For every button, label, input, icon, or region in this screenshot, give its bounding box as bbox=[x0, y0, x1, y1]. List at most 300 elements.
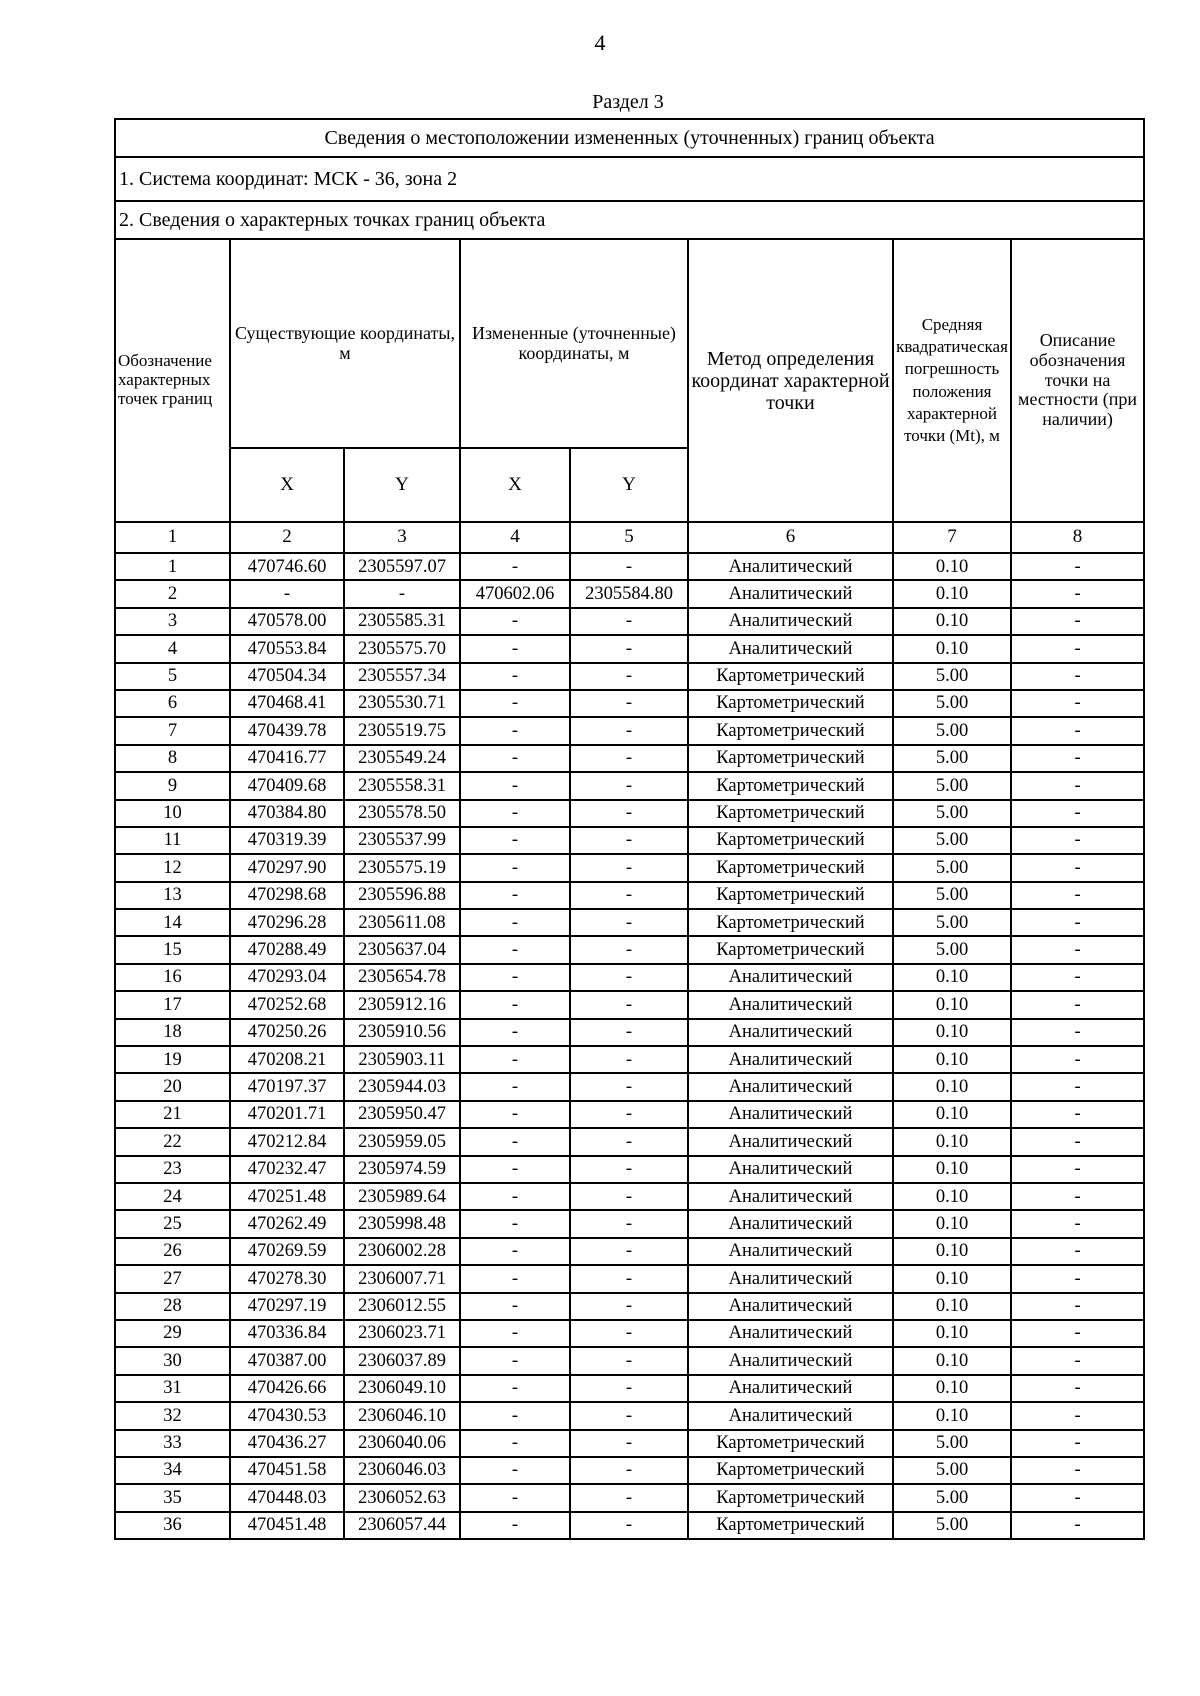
changed-x-cell: - bbox=[460, 1046, 570, 1073]
method-cell: Картометрический bbox=[688, 882, 893, 909]
header-changed-y: Y bbox=[570, 448, 688, 522]
changed-y-cell: - bbox=[570, 717, 688, 744]
changed-x-cell: - bbox=[460, 1019, 570, 1046]
method-cell: Аналитический bbox=[688, 1347, 893, 1374]
rmse-cell: 5.00 bbox=[893, 717, 1011, 744]
table-row bbox=[115, 663, 1144, 690]
changed-y-cell: - bbox=[570, 1457, 688, 1484]
existing-x-cell: 470252.68 bbox=[230, 991, 344, 1018]
rmse-cell: 0.10 bbox=[893, 1183, 1011, 1210]
table-row bbox=[115, 882, 1144, 909]
description-cell: - bbox=[1011, 827, 1144, 854]
existing-y-cell: 2305558.31 bbox=[344, 772, 460, 799]
existing-y-cell: - bbox=[344, 580, 460, 607]
changed-y-cell: - bbox=[570, 1375, 688, 1402]
changed-x-cell: - bbox=[460, 1101, 570, 1128]
table-row bbox=[115, 1210, 1144, 1237]
description-cell: - bbox=[1011, 1430, 1144, 1457]
point-number-cell: 23 bbox=[115, 1156, 230, 1183]
header-method: Метод определения координат характерной точки bbox=[688, 239, 893, 522]
existing-y-cell: 2305519.75 bbox=[344, 717, 460, 744]
existing-y-cell: 2305611.08 bbox=[344, 909, 460, 936]
changed-y-cell: - bbox=[570, 1210, 688, 1237]
changed-y-cell: - bbox=[570, 1019, 688, 1046]
table-row bbox=[115, 1457, 1144, 1484]
table-row bbox=[115, 800, 1144, 827]
existing-y-cell: 2306002.28 bbox=[344, 1238, 460, 1265]
point-number-cell: 16 bbox=[115, 964, 230, 991]
existing-x-cell: 470409.68 bbox=[230, 772, 344, 799]
existing-x-cell: 470296.28 bbox=[230, 909, 344, 936]
method-cell: Картометрический bbox=[688, 1512, 893, 1539]
table-row bbox=[115, 909, 1144, 936]
point-number-cell: 4 bbox=[115, 635, 230, 662]
description-cell: - bbox=[1011, 882, 1144, 909]
coordinates-table bbox=[114, 118, 1145, 1540]
method-cell: Аналитический bbox=[688, 1183, 893, 1210]
table-row bbox=[115, 854, 1144, 881]
table-row bbox=[115, 1128, 1144, 1155]
point-number-cell: 27 bbox=[115, 1265, 230, 1292]
method-cell: Аналитический bbox=[688, 1210, 893, 1237]
point-number-cell: 21 bbox=[115, 1101, 230, 1128]
rmse-cell: 5.00 bbox=[893, 1512, 1011, 1539]
existing-y-cell: 2305959.05 bbox=[344, 1128, 460, 1155]
points-info: 2. Сведения о характерных точках границ объекта bbox=[115, 201, 1144, 239]
description-cell: - bbox=[1011, 991, 1144, 1018]
changed-x-cell: - bbox=[460, 909, 570, 936]
section-title: Раздел 3 bbox=[592, 91, 664, 113]
point-number-cell: 18 bbox=[115, 1019, 230, 1046]
method-cell: Картометрический bbox=[688, 745, 893, 772]
existing-x-cell: 470197.37 bbox=[230, 1073, 344, 1100]
table-row bbox=[115, 608, 1144, 635]
changed-y-cell: - bbox=[570, 1046, 688, 1073]
changed-y-cell: - bbox=[570, 1265, 688, 1292]
changed-y-cell: - bbox=[570, 1128, 688, 1155]
method-cell: Аналитический bbox=[688, 1402, 893, 1429]
existing-y-cell: 2305974.59 bbox=[344, 1156, 460, 1183]
point-number-cell: 19 bbox=[115, 1046, 230, 1073]
existing-x-cell: 470293.04 bbox=[230, 964, 344, 991]
table-row bbox=[115, 1484, 1144, 1511]
table-row bbox=[115, 690, 1144, 717]
changed-y-cell: - bbox=[570, 1183, 688, 1210]
method-cell: Аналитический bbox=[688, 1073, 893, 1100]
existing-y-cell: 2306040.06 bbox=[344, 1430, 460, 1457]
changed-x-cell: - bbox=[460, 1210, 570, 1237]
rmse-cell: 0.10 bbox=[893, 1019, 1011, 1046]
rmse-cell: 0.10 bbox=[893, 1375, 1011, 1402]
existing-y-cell: 2306052.63 bbox=[344, 1484, 460, 1511]
point-number-cell: 17 bbox=[115, 991, 230, 1018]
table-row bbox=[115, 635, 1144, 662]
existing-y-cell: 2305597.07 bbox=[344, 553, 460, 580]
method-cell: Картометрический bbox=[688, 1457, 893, 1484]
method-cell: Картометрический bbox=[688, 800, 893, 827]
description-cell: - bbox=[1011, 1156, 1144, 1183]
header-existing-coords: Существующие координаты, м bbox=[230, 239, 460, 448]
table-row bbox=[115, 964, 1144, 991]
description-cell: - bbox=[1011, 717, 1144, 744]
description-cell: - bbox=[1011, 1320, 1144, 1347]
table-row bbox=[115, 1183, 1144, 1210]
changed-y-cell: - bbox=[570, 882, 688, 909]
rmse-cell: 0.10 bbox=[893, 1265, 1011, 1292]
description-cell: - bbox=[1011, 635, 1144, 662]
description-cell: - bbox=[1011, 1210, 1144, 1237]
changed-x-cell: - bbox=[460, 1265, 570, 1292]
point-number-cell: 36 bbox=[115, 1512, 230, 1539]
table-row bbox=[115, 1293, 1144, 1320]
existing-x-cell: 470201.71 bbox=[230, 1101, 344, 1128]
description-cell: - bbox=[1011, 1101, 1144, 1128]
changed-x-cell: - bbox=[460, 772, 570, 799]
column-number: 8 bbox=[1011, 522, 1144, 553]
method-cell: Аналитический bbox=[688, 1293, 893, 1320]
changed-y-cell: - bbox=[570, 1101, 688, 1128]
changed-x-cell: - bbox=[460, 1457, 570, 1484]
header-changed-coords: Измененные (уточненные) координаты, м bbox=[460, 239, 688, 448]
existing-x-cell: 470297.90 bbox=[230, 854, 344, 881]
point-number-cell: 14 bbox=[115, 909, 230, 936]
changed-x-cell: - bbox=[460, 936, 570, 963]
changed-x-cell: - bbox=[460, 745, 570, 772]
point-number-cell: 35 bbox=[115, 1484, 230, 1511]
point-number-cell: 33 bbox=[115, 1430, 230, 1457]
method-cell: Аналитический bbox=[688, 580, 893, 607]
changed-y-cell: - bbox=[570, 745, 688, 772]
table-row bbox=[115, 1156, 1144, 1183]
rmse-cell: 0.10 bbox=[893, 964, 1011, 991]
description-cell: - bbox=[1011, 1457, 1144, 1484]
rmse-cell: 0.10 bbox=[893, 1320, 1011, 1347]
method-cell: Аналитический bbox=[688, 991, 893, 1018]
description-cell: - bbox=[1011, 1402, 1144, 1429]
existing-x-cell: 470336.84 bbox=[230, 1320, 344, 1347]
table-row bbox=[115, 1430, 1144, 1457]
method-cell: Аналитический bbox=[688, 1375, 893, 1402]
changed-y-cell: - bbox=[570, 1347, 688, 1374]
point-number-cell: 24 bbox=[115, 1183, 230, 1210]
point-number-cell: 20 bbox=[115, 1073, 230, 1100]
existing-x-cell: 470746.60 bbox=[230, 553, 344, 580]
header-existing-y: Y bbox=[344, 448, 460, 522]
existing-x-cell: 470384.80 bbox=[230, 800, 344, 827]
changed-x-cell: - bbox=[460, 635, 570, 662]
existing-y-cell: 2305654.78 bbox=[344, 964, 460, 991]
existing-x-cell: 470319.39 bbox=[230, 827, 344, 854]
table-row bbox=[115, 1265, 1144, 1292]
existing-y-cell: 2305950.47 bbox=[344, 1101, 460, 1128]
rmse-cell: 0.10 bbox=[893, 1210, 1011, 1237]
method-cell: Аналитический bbox=[688, 635, 893, 662]
changed-y-cell: 2305584.80 bbox=[570, 580, 688, 607]
table-row bbox=[115, 1375, 1144, 1402]
description-cell: - bbox=[1011, 663, 1144, 690]
method-cell: Картометрический bbox=[688, 690, 893, 717]
method-cell: Картометрический bbox=[688, 909, 893, 936]
changed-x-cell: - bbox=[460, 1347, 570, 1374]
changed-y-cell: - bbox=[570, 909, 688, 936]
existing-x-cell: 470212.84 bbox=[230, 1128, 344, 1155]
table-row bbox=[115, 580, 1144, 607]
existing-y-cell: 2306023.71 bbox=[344, 1320, 460, 1347]
existing-x-cell: 470430.53 bbox=[230, 1402, 344, 1429]
existing-x-cell: 470262.49 bbox=[230, 1210, 344, 1237]
table-row bbox=[115, 1046, 1144, 1073]
changed-x-cell: - bbox=[460, 854, 570, 881]
rmse-cell: 5.00 bbox=[893, 663, 1011, 690]
existing-x-cell: 470416.77 bbox=[230, 745, 344, 772]
point-number-cell: 3 bbox=[115, 608, 230, 635]
method-cell: Аналитический bbox=[688, 553, 893, 580]
changed-y-cell: - bbox=[570, 1430, 688, 1457]
changed-y-cell: - bbox=[570, 827, 688, 854]
rmse-cell: 5.00 bbox=[893, 827, 1011, 854]
existing-y-cell: 2305989.64 bbox=[344, 1183, 460, 1210]
changed-x-cell: - bbox=[460, 663, 570, 690]
point-number-cell: 5 bbox=[115, 663, 230, 690]
description-cell: - bbox=[1011, 553, 1144, 580]
existing-y-cell: 2306049.10 bbox=[344, 1375, 460, 1402]
method-cell: Картометрический bbox=[688, 1484, 893, 1511]
description-cell: - bbox=[1011, 772, 1144, 799]
point-number-cell: 9 bbox=[115, 772, 230, 799]
description-cell: - bbox=[1011, 690, 1144, 717]
existing-y-cell: 2305910.56 bbox=[344, 1019, 460, 1046]
description-cell: - bbox=[1011, 608, 1144, 635]
changed-y-cell: - bbox=[570, 991, 688, 1018]
method-cell: Картометрический bbox=[688, 1430, 893, 1457]
changed-x-cell: - bbox=[460, 1402, 570, 1429]
method-cell: Аналитический bbox=[688, 964, 893, 991]
description-cell: - bbox=[1011, 936, 1144, 963]
changed-y-cell: - bbox=[570, 553, 688, 580]
header-changed-x: X bbox=[460, 448, 570, 522]
rmse-cell: 0.10 bbox=[893, 1073, 1011, 1100]
existing-y-cell: 2305530.71 bbox=[344, 690, 460, 717]
changed-y-cell: - bbox=[570, 936, 688, 963]
rmse-cell: 5.00 bbox=[893, 1457, 1011, 1484]
column-number: 1 bbox=[115, 522, 230, 553]
existing-x-cell: 470298.68 bbox=[230, 882, 344, 909]
point-number-cell: 28 bbox=[115, 1293, 230, 1320]
point-number-cell: 29 bbox=[115, 1320, 230, 1347]
point-number-cell: 30 bbox=[115, 1347, 230, 1374]
rmse-cell: 5.00 bbox=[893, 936, 1011, 963]
existing-y-cell: 2306046.03 bbox=[344, 1457, 460, 1484]
point-number-cell: 26 bbox=[115, 1238, 230, 1265]
method-cell: Картометрический bbox=[688, 772, 893, 799]
rmse-cell: 5.00 bbox=[893, 909, 1011, 936]
changed-x-cell: - bbox=[460, 991, 570, 1018]
existing-x-cell: 470426.66 bbox=[230, 1375, 344, 1402]
existing-x-cell: 470278.30 bbox=[230, 1265, 344, 1292]
method-cell: Аналитический bbox=[688, 608, 893, 635]
point-number-cell: 13 bbox=[115, 882, 230, 909]
existing-x-cell: 470553.84 bbox=[230, 635, 344, 662]
changed-x-cell: - bbox=[460, 553, 570, 580]
changed-x-cell: - bbox=[460, 1238, 570, 1265]
changed-x-cell: - bbox=[460, 1320, 570, 1347]
existing-x-cell: 470251.48 bbox=[230, 1183, 344, 1210]
column-numbers-row bbox=[115, 522, 1144, 553]
description-cell: - bbox=[1011, 1484, 1144, 1511]
changed-y-cell: - bbox=[570, 1293, 688, 1320]
method-cell: Аналитический bbox=[688, 1238, 893, 1265]
changed-x-cell: - bbox=[460, 608, 570, 635]
table-row bbox=[115, 1019, 1144, 1046]
changed-y-cell: - bbox=[570, 854, 688, 881]
rmse-cell: 0.10 bbox=[893, 1156, 1011, 1183]
table-row bbox=[115, 936, 1144, 963]
header-existing-x: X bbox=[230, 448, 344, 522]
changed-y-cell: - bbox=[570, 1512, 688, 1539]
rmse-cell: 0.10 bbox=[893, 1046, 1011, 1073]
existing-y-cell: 2305637.04 bbox=[344, 936, 460, 963]
existing-y-cell: 2306046.10 bbox=[344, 1402, 460, 1429]
changed-x-cell: - bbox=[460, 1293, 570, 1320]
description-cell: - bbox=[1011, 745, 1144, 772]
existing-x-cell: 470504.34 bbox=[230, 663, 344, 690]
column-number: 7 bbox=[893, 522, 1011, 553]
header-designation: Обозначение характерных точек границ bbox=[115, 239, 230, 522]
existing-x-cell: 470448.03 bbox=[230, 1484, 344, 1511]
method-cell: Аналитический bbox=[688, 1320, 893, 1347]
description-cell: - bbox=[1011, 1265, 1144, 1292]
existing-x-cell: 470208.21 bbox=[230, 1046, 344, 1073]
table-title: Сведения о местоположении измененных (уточненных) границ объекта bbox=[115, 119, 1144, 157]
page-number: 4 bbox=[594, 30, 606, 55]
method-cell: Аналитический bbox=[688, 1156, 893, 1183]
description-cell: - bbox=[1011, 800, 1144, 827]
point-number-cell: 32 bbox=[115, 1402, 230, 1429]
column-number: 4 bbox=[460, 522, 570, 553]
rmse-cell: 5.00 bbox=[893, 1430, 1011, 1457]
table-row bbox=[115, 1347, 1144, 1374]
existing-y-cell: 2305998.48 bbox=[344, 1210, 460, 1237]
point-number-cell: 10 bbox=[115, 800, 230, 827]
existing-y-cell: 2305549.24 bbox=[344, 745, 460, 772]
rmse-cell: 0.10 bbox=[893, 1402, 1011, 1429]
description-cell: - bbox=[1011, 580, 1144, 607]
existing-y-cell: 2305903.11 bbox=[344, 1046, 460, 1073]
table-row bbox=[115, 745, 1144, 772]
changed-x-cell: - bbox=[460, 1128, 570, 1155]
changed-x-cell: - bbox=[460, 800, 570, 827]
changed-x-cell: - bbox=[460, 1512, 570, 1539]
existing-y-cell: 2305537.99 bbox=[344, 827, 460, 854]
existing-x-cell: 470232.47 bbox=[230, 1156, 344, 1183]
changed-x-cell: - bbox=[460, 964, 570, 991]
point-number-cell: 6 bbox=[115, 690, 230, 717]
header-description: Описание обозначения точки на местности (при наличии) bbox=[1011, 239, 1144, 522]
table-row bbox=[115, 827, 1144, 854]
method-cell: Аналитический bbox=[688, 1265, 893, 1292]
existing-y-cell: 2305578.50 bbox=[344, 800, 460, 827]
rmse-cell: 0.10 bbox=[893, 1347, 1011, 1374]
changed-y-cell: - bbox=[570, 800, 688, 827]
point-number-cell: 8 bbox=[115, 745, 230, 772]
existing-x-cell: 470451.58 bbox=[230, 1457, 344, 1484]
description-cell: - bbox=[1011, 1512, 1144, 1539]
description-cell: - bbox=[1011, 1046, 1144, 1073]
method-cell: Аналитический bbox=[688, 1046, 893, 1073]
table-row bbox=[115, 1402, 1144, 1429]
table-row bbox=[115, 1320, 1144, 1347]
existing-y-cell: 2306037.89 bbox=[344, 1347, 460, 1374]
existing-y-cell: 2305585.31 bbox=[344, 608, 460, 635]
changed-y-cell: - bbox=[570, 663, 688, 690]
method-cell: Аналитический bbox=[688, 1019, 893, 1046]
description-cell: - bbox=[1011, 854, 1144, 881]
changed-x-cell: - bbox=[460, 717, 570, 744]
existing-x-cell: 470439.78 bbox=[230, 717, 344, 744]
rmse-cell: 0.10 bbox=[893, 580, 1011, 607]
description-cell: - bbox=[1011, 1183, 1144, 1210]
table-row bbox=[115, 553, 1144, 580]
point-number-cell: 7 bbox=[115, 717, 230, 744]
changed-x-cell: - bbox=[460, 1073, 570, 1100]
description-cell: - bbox=[1011, 964, 1144, 991]
point-number-cell: 31 bbox=[115, 1375, 230, 1402]
changed-y-cell: - bbox=[570, 772, 688, 799]
existing-x-cell: 470269.59 bbox=[230, 1238, 344, 1265]
description-cell: - bbox=[1011, 1073, 1144, 1100]
table-row bbox=[115, 772, 1144, 799]
existing-y-cell: 2305944.03 bbox=[344, 1073, 460, 1100]
changed-y-cell: - bbox=[570, 1484, 688, 1511]
changed-y-cell: - bbox=[570, 690, 688, 717]
point-number-cell: 1 bbox=[115, 553, 230, 580]
existing-x-cell: 470451.48 bbox=[230, 1512, 344, 1539]
point-number-cell: 22 bbox=[115, 1128, 230, 1155]
existing-y-cell: 2305596.88 bbox=[344, 882, 460, 909]
point-number-cell: 2 bbox=[115, 580, 230, 607]
rmse-cell: 0.10 bbox=[893, 553, 1011, 580]
method-cell: Аналитический bbox=[688, 1128, 893, 1155]
existing-x-cell: - bbox=[230, 580, 344, 607]
rmse-cell: 5.00 bbox=[893, 772, 1011, 799]
point-number-cell: 12 bbox=[115, 854, 230, 881]
table-row bbox=[115, 1073, 1144, 1100]
method-cell: Аналитический bbox=[688, 1101, 893, 1128]
rmse-cell: 5.00 bbox=[893, 1484, 1011, 1511]
changed-y-cell: - bbox=[570, 1402, 688, 1429]
rmse-cell: 0.10 bbox=[893, 1128, 1011, 1155]
description-cell: - bbox=[1011, 1019, 1144, 1046]
column-number: 2 bbox=[230, 522, 344, 553]
point-number-cell: 15 bbox=[115, 936, 230, 963]
table-row bbox=[115, 991, 1144, 1018]
changed-y-cell: - bbox=[570, 1238, 688, 1265]
changed-x-cell: - bbox=[460, 1430, 570, 1457]
point-number-cell: 11 bbox=[115, 827, 230, 854]
changed-y-cell: - bbox=[570, 635, 688, 662]
rmse-cell: 0.10 bbox=[893, 1101, 1011, 1128]
method-cell: Картометрический bbox=[688, 663, 893, 690]
changed-x-cell: 470602.06 bbox=[460, 580, 570, 607]
changed-y-cell: - bbox=[570, 964, 688, 991]
existing-x-cell: 470578.00 bbox=[230, 608, 344, 635]
changed-x-cell: - bbox=[460, 827, 570, 854]
changed-y-cell: - bbox=[570, 1156, 688, 1183]
existing-y-cell: 2305575.19 bbox=[344, 854, 460, 881]
description-cell: - bbox=[1011, 909, 1144, 936]
existing-x-cell: 470436.27 bbox=[230, 1430, 344, 1457]
description-cell: - bbox=[1011, 1128, 1144, 1155]
